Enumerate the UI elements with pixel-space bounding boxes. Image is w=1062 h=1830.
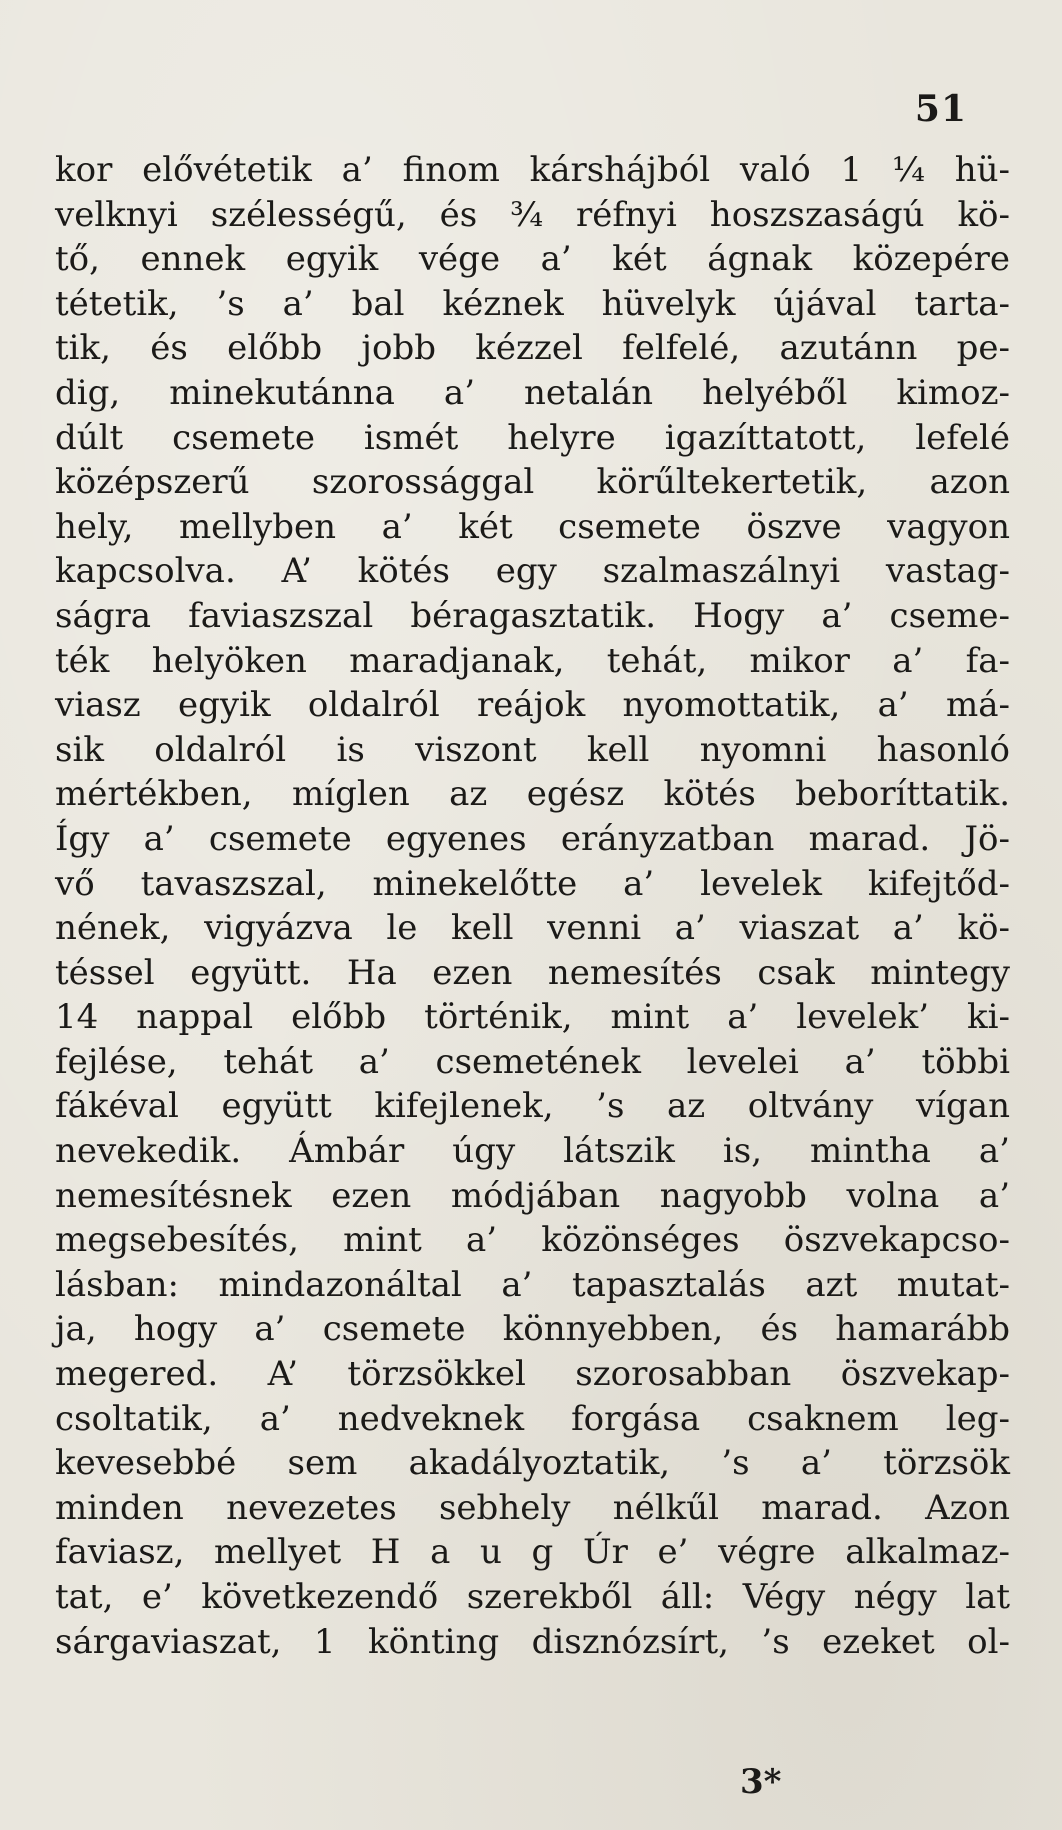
text-line: velknyi szélességű, és ¾ réfnyi hoszszaságú kö- xyxy=(55,194,1011,235)
text-line: dig, minekutánna a’ netalán helyéből kimoz- xyxy=(55,372,1011,413)
text-line: Így a’ csemete egyenes erányzatban marad. Jö- xyxy=(55,818,1011,859)
text-line: hely, mellyben a’ két csemete öszve vagyon xyxy=(55,506,1010,547)
body-text xyxy=(55,148,1010,1664)
text-line: 14 nappal előbb történik, mint a’ levelek’ ki- xyxy=(55,997,1011,1038)
text-line: középszerű szorossággal körűltekertetik, azon xyxy=(55,462,1010,503)
text-line: tétetik, ’s a’ bal kéznek hüvelyk újával tarta- xyxy=(55,283,1010,324)
text-line: sárgaviaszat, 1 könting disznózsírt, ’s ezeket ol- xyxy=(55,1621,1010,1662)
text-line: ja, hogy a’ csemete könnyebben, és hamarább xyxy=(55,1309,1011,1350)
text-line: fejlése, tehát a’ csemetének levelei a’ többi xyxy=(55,1041,1010,1082)
text-line: tő, ennek egyik vége a’ két ágnak közepére xyxy=(55,239,1010,280)
text-line: kor elővétetik a’ finom kárshájból való 1 ¼ hü- xyxy=(55,150,1011,190)
text-line: nének, vigyázva le kell venni a’ viaszat a’ kö- xyxy=(55,908,1011,949)
text-line: ságra faviaszszal béragasztatik. Hogy a’ cseme- xyxy=(55,595,1010,636)
text-line: nemesítésnek ezen módjában nagyobb volna a’ xyxy=(55,1175,1011,1216)
text-line: fákéval együtt kifejlenek, ’s az oltvány vígan xyxy=(55,1086,1010,1127)
text-line: kapcsolva. A’ kötés egy szalmaszálnyi vastag- xyxy=(55,551,1010,592)
text-line: kevesebbé sem akadályoztatik, ’s a’ törzsök xyxy=(55,1443,1010,1484)
signature-mark: 3* xyxy=(740,1762,782,1802)
text-line: nevekedik. Ámbár úgy látszik is, mintha a’ xyxy=(55,1131,1010,1172)
text-line: tik, és előbb jobb kézzel felfelé, azutánn pe- xyxy=(55,328,1011,369)
text-line: sik oldalról is viszont kell nyomni hasonló xyxy=(55,729,1010,770)
text-line: dúlt csemete ismét helyre igazíttatott, lefelé xyxy=(55,417,1010,458)
text-line: téssel együtt. Ha ezen nemesítés csak mintegy xyxy=(55,952,1011,993)
text-line: megsebesítés, mint a’ közönséges öszvekapcso- xyxy=(55,1220,1010,1261)
text-line: tat, e’ következendő szerekből áll: Végy négy lat xyxy=(55,1577,1010,1617)
text-line: csoltatik, a’ nedveknek forgása csaknem leg- xyxy=(55,1398,1010,1439)
text-line: viasz egyik oldalról reájok nyomottatik, a’ má- xyxy=(55,685,1010,726)
text-line: faviasz, mellyet H a u g Úr e’ végre alkalmaz- xyxy=(55,1532,1010,1573)
text-line: megered. A’ törzsökkel szorosabban öszvekap- xyxy=(55,1354,1010,1395)
page-number: 51 xyxy=(914,88,967,130)
text-line: vő tavaszszal, minekelőtte a’ levelek kifejtőd- xyxy=(55,863,1011,904)
text-line: minden nevezetes sebhely nélkűl marad. Azon xyxy=(55,1487,1010,1528)
text-line: mértékben, míglen az egész kötés beboríttatik. xyxy=(55,774,1010,815)
text-line: lásban: mindazonáltal a’ tapasztalás azt mutat- xyxy=(55,1264,1011,1305)
text-line: ték helyöken maradjanak, tehát, mikor a’ fa- xyxy=(55,640,1011,681)
